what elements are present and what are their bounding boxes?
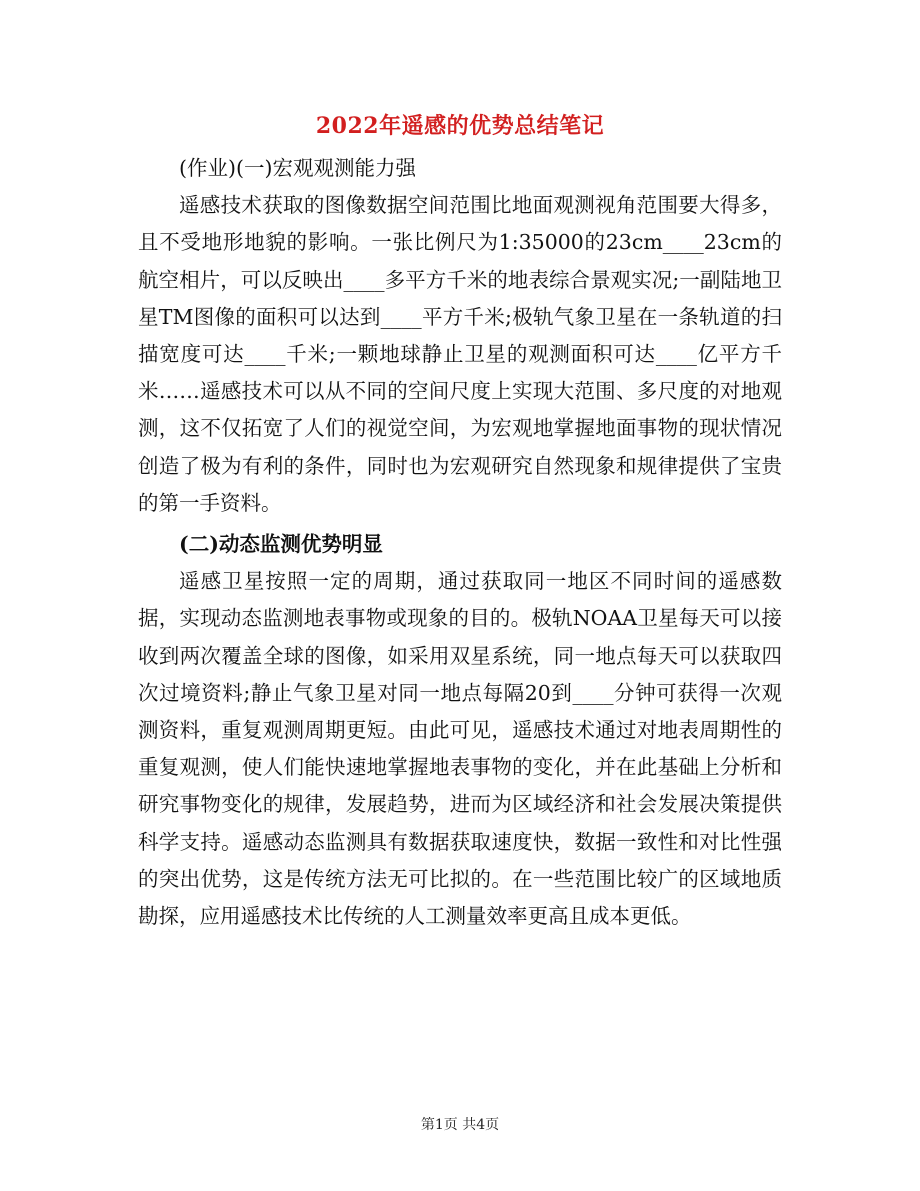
section2-paragraph: 遥感卫星按照一定的周期，通过获取同一地区不同时间的遥感数据，实现动态监测地表事物或现象的目的。极轨NOAA卫星每天可以接收到两次覆盖全球的图像，如采用双星系统，同一地点每天可以获取四次过境资料;静止气象卫星对同一地点每隔20到____分钟可获得一次观测资料，重复观测周期更短。由此可见，遥感技术通过对地表周期性的重复观测，使人们能快速地掌握地表事物的变化，并在此基础上分析和研究事物变化的规律，发展趋势，进而为区域经济和社会发展决策提供科学支持。遥感动态监测具有数据获取速度快，数据一致性和对比性强的突出优势，这是传统方法无可比拟的。在一些范围比较广的区域地质勘探，应用遥感技术比传统的人工测量效率更高且成本更低。 [138,569,782,929]
document-title: 2022年遥感的优势总结笔记 [315,113,605,139]
section1-heading: (作业)(一)宏观观测能力强 [179,156,416,180]
section1-paragraph: 遥感技术获取的图像数据空间范围比地面观测视角范围要大得多，且不受地形地貌的影响。一张比例尺为1:35000的23cm____23cm的航空相片，可以反映出____多平方千米的地表综合景观实况;一副陆地卫星TM图像的面积可以达到____平方千米;极轨气象卫星在一条轨道的扫描宽度可达____千米;一颗地球静止卫星的观测面积可达____亿平方千米……遥感技术可以从不同的空间尺度上实现大范围、多尺度的对地观测，这不仅拓宽了人们的视觉空间，为宏观地掌握地面事物的现状情况创造了极为有利的条件，同时也为宏观研究自然现象和规律提供了宝贵的第一手资料。 [138,193,782,515]
page-number-footer: 第1页 共4页 [420,1117,500,1133]
document-body [138,150,782,935]
section2-heading: (二)动态监测优势明显 [179,532,383,557]
